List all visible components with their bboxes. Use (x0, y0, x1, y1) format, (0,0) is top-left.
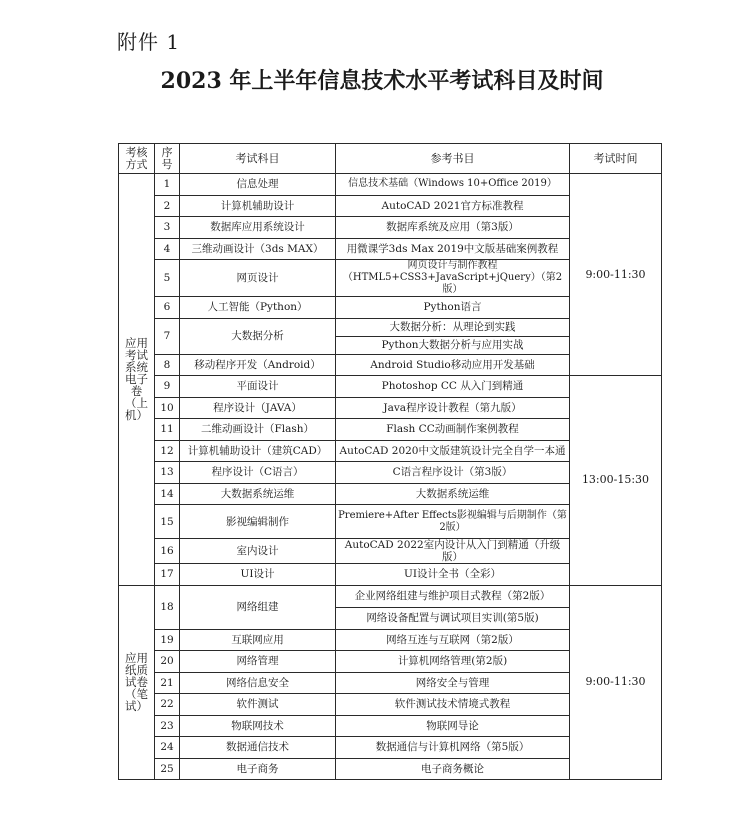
row-number: 3 (155, 217, 180, 239)
book-cell: 企业网络组建与维护项目式教程（第2版） (336, 585, 570, 607)
book-cell: 电子商务概论 (336, 758, 570, 780)
row-number: 12 (155, 440, 180, 462)
book-cell: AutoCAD 2022室内设计从入门到精通（升级版） (336, 539, 570, 564)
row-number: 6 (155, 297, 180, 319)
exam-time-cell: 13:00-15:30 (570, 376, 662, 586)
subject-cell: 信息处理 (180, 174, 336, 196)
book-cell: 大数据分析：从理论到实践 (336, 318, 570, 336)
row-number: 2 (155, 195, 180, 217)
row-number: 14 (155, 483, 180, 505)
subject-cell: 数据通信技术 (180, 737, 336, 759)
book-cell: 网络安全与管理 (336, 672, 570, 694)
attachment-label: 附件 1 (117, 30, 181, 54)
book-cell: Java程序设计教程（第九版） (336, 397, 570, 419)
subject-cell: 网页设计 (180, 260, 336, 297)
row-number: 23 (155, 715, 180, 737)
subject-cell: 平面设计 (180, 376, 336, 398)
row-number: 19 (155, 629, 180, 651)
book-cell: Photoshop CC 从入门到精通 (336, 376, 570, 398)
subject-cell: 大数据系统运维 (180, 483, 336, 505)
subject-cell: 影视编辑制作 (180, 505, 336, 539)
subject-cell: 软件测试 (180, 694, 336, 716)
exam-time-cell: 9:00-11:30 (570, 174, 662, 376)
subject-cell: 程序设计（C语言） (180, 462, 336, 484)
subject-cell: 网络组建 (180, 585, 336, 629)
row-number: 1 (155, 174, 180, 196)
table-row (119, 376, 662, 398)
header-time: 考试时间 (570, 144, 662, 174)
row-number: 13 (155, 462, 180, 484)
book-cell: Python大数据分析与应用实战 (336, 336, 570, 354)
table-row (119, 585, 662, 607)
row-number: 16 (155, 539, 180, 564)
row-number: 15 (155, 505, 180, 539)
subject-cell: UI设计 (180, 564, 336, 586)
row-number: 21 (155, 672, 180, 694)
subject-cell: 物联网技术 (180, 715, 336, 737)
subject-cell: 数据库应用系统设计 (180, 217, 336, 239)
exam-type-cell: 应用考试系统电子卷（上机） (119, 174, 155, 586)
subject-cell: 计算机辅助设计 (180, 195, 336, 217)
book-cell: 用微课学3ds Max 2019中文版基础案例教程 (336, 238, 570, 260)
subject-cell: 室内设计 (180, 539, 336, 564)
exam-time-cell: 9:00-11:30 (570, 585, 662, 780)
row-number: 10 (155, 397, 180, 419)
row-number: 17 (155, 564, 180, 586)
header-subject: 考试科目 (180, 144, 336, 174)
book-cell: 信息技术基础（Windows 10+Office 2019） (336, 174, 570, 196)
table-body (119, 174, 662, 780)
row-number: 7 (155, 318, 180, 354)
subject-cell: 二维动画设计（Flash） (180, 419, 336, 441)
book-cell: Python语言 (336, 297, 570, 319)
row-number: 5 (155, 260, 180, 297)
book-cell: AutoCAD 2021官方标准教程 (336, 195, 570, 217)
header-no: 序号 (155, 144, 180, 174)
exam-schedule-table (118, 143, 662, 780)
row-number: 9 (155, 376, 180, 398)
book-cell: 网页设计与制作教程（HTML5+CSS3+JavaScript+jQuery）（第2版） (336, 260, 570, 297)
book-cell: Premiere+After Effects影视编辑与后期制作（第2版） (336, 505, 570, 539)
row-number: 18 (155, 585, 180, 629)
header-type: 考核方式 (119, 144, 155, 174)
row-number: 4 (155, 238, 180, 260)
subject-cell: 互联网应用 (180, 629, 336, 651)
book-cell: 软件测试技术情境式教程 (336, 694, 570, 716)
subject-cell: 人工智能（Python） (180, 297, 336, 319)
row-number: 11 (155, 419, 180, 441)
book-cell: 大数据系统运维 (336, 483, 570, 505)
book-cell: 数据库系统及应用（第3版） (336, 217, 570, 239)
subject-cell: 三维动画设计（3ds MAX） (180, 238, 336, 260)
book-cell: 物联网导论 (336, 715, 570, 737)
book-cell: C语言程序设计（第3版） (336, 462, 570, 484)
page-title: 2023 年上半年信息技术水平考试科目及时间 (160, 68, 604, 94)
table-row (119, 174, 662, 196)
table-header-row (119, 144, 662, 174)
book-cell: 计算机网络管理(第2版) (336, 651, 570, 673)
subject-cell: 程序设计（JAVA） (180, 397, 336, 419)
subject-cell: 网络信息安全 (180, 672, 336, 694)
subject-cell: 大数据分析 (180, 318, 336, 354)
row-number: 22 (155, 694, 180, 716)
book-cell: UI设计全书（全彩） (336, 564, 570, 586)
subject-cell: 移动程序开发（Android） (180, 354, 336, 376)
book-cell: AutoCAD 2020中文版建筑设计完全自学一本通 (336, 440, 570, 462)
book-cell: 网络设备配置与调试项目实训(第5版) (336, 607, 570, 629)
book-cell: Flash CC动画制作案例教程 (336, 419, 570, 441)
row-number: 8 (155, 354, 180, 376)
subject-cell: 网络管理 (180, 651, 336, 673)
row-number: 20 (155, 651, 180, 673)
subject-cell: 计算机辅助设计（建筑CAD） (180, 440, 336, 462)
book-cell: 网络互连与互联网（第2版） (336, 629, 570, 651)
book-cell: 数据通信与计算机网络（第5版） (336, 737, 570, 759)
header-book: 参考书目 (336, 144, 570, 174)
book-cell: Android Studio移动应用开发基础 (336, 354, 570, 376)
subject-cell: 电子商务 (180, 758, 336, 780)
exam-type-cell: 应用纸质试卷（笔试） (119, 585, 155, 780)
row-number: 25 (155, 758, 180, 780)
row-number: 24 (155, 737, 180, 759)
